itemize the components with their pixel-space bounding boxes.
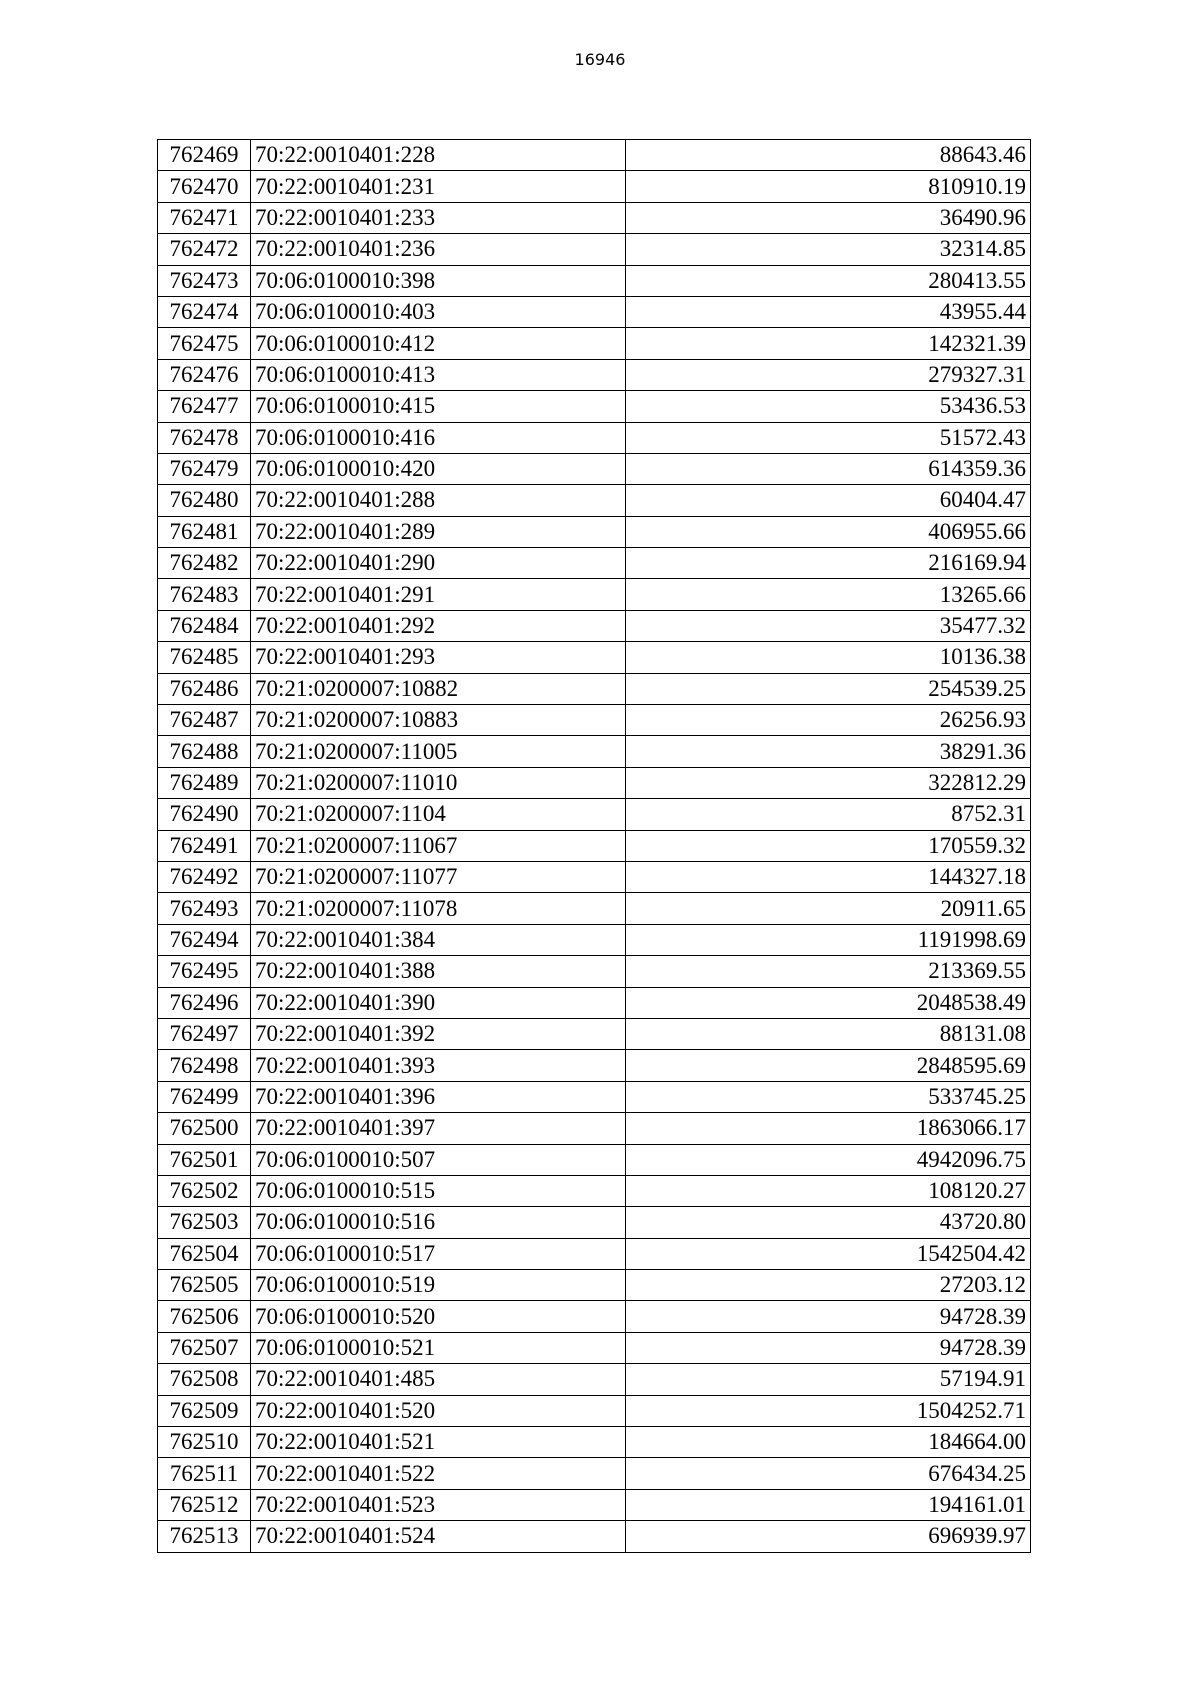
cadastral-number-cell: 70:22:0010401:288	[251, 485, 626, 516]
cadastral-number-cell: 70:06:0100010:420	[251, 453, 626, 484]
cadastral-number-cell: 70:22:0010401:388	[251, 956, 626, 987]
cadastral-number-cell: 70:22:0010401:293	[251, 642, 626, 673]
row-number-cell: 762488	[158, 736, 251, 767]
cadastral-number-cell: 70:22:0010401:290	[251, 548, 626, 579]
value-cell: 57194.91	[626, 1364, 1031, 1395]
cadastral-number-cell: 70:22:0010401:384	[251, 924, 626, 955]
cadastral-number-cell: 70:21:0200007:11067	[251, 830, 626, 861]
value-cell: 108120.27	[626, 1175, 1031, 1206]
cadastral-number-cell: 70:21:0200007:11077	[251, 861, 626, 892]
table-row	[158, 736, 1031, 767]
cadastral-number-cell: 70:22:0010401:289	[251, 516, 626, 547]
value-cell: 53436.53	[626, 391, 1031, 422]
table-row	[158, 1050, 1031, 1081]
cadastral-number-cell: 70:22:0010401:291	[251, 579, 626, 610]
table-row	[158, 296, 1031, 327]
row-number-cell: 762476	[158, 359, 251, 390]
cadastral-number-cell: 70:21:0200007:11010	[251, 767, 626, 798]
cadastral-number-cell: 70:06:0100010:519	[251, 1270, 626, 1301]
row-number-cell: 762484	[158, 610, 251, 641]
table-row	[158, 1521, 1031, 1552]
value-cell: 322812.29	[626, 767, 1031, 798]
table-row	[158, 391, 1031, 422]
value-cell: 43720.80	[626, 1207, 1031, 1238]
page-number: 16946	[574, 50, 626, 69]
value-cell: 94728.39	[626, 1301, 1031, 1332]
table-row	[158, 673, 1031, 704]
row-number-cell: 762490	[158, 799, 251, 830]
row-number-cell: 762483	[158, 579, 251, 610]
cadastral-number-cell: 70:22:0010401:485	[251, 1364, 626, 1395]
table-row	[158, 1175, 1031, 1206]
value-cell: 1542504.42	[626, 1238, 1031, 1269]
table-row	[158, 1489, 1031, 1520]
value-cell: 26256.93	[626, 705, 1031, 736]
table-row	[158, 956, 1031, 987]
cadastral-number-cell: 70:06:0100010:412	[251, 328, 626, 359]
cadastral-number-cell: 70:22:0010401:524	[251, 1521, 626, 1552]
row-number-cell: 762500	[158, 1113, 251, 1144]
row-number-cell: 762487	[158, 705, 251, 736]
cadastral-number-cell: 70:22:0010401:231	[251, 171, 626, 202]
value-cell: 216169.94	[626, 548, 1031, 579]
value-cell: 36490.96	[626, 202, 1031, 233]
value-cell: 13265.66	[626, 579, 1031, 610]
row-number-cell: 762482	[158, 548, 251, 579]
row-number-cell: 762505	[158, 1270, 251, 1301]
value-cell: 194161.01	[626, 1489, 1031, 1520]
table-row	[158, 202, 1031, 233]
value-cell: 810910.19	[626, 171, 1031, 202]
row-number-cell: 762480	[158, 485, 251, 516]
row-number-cell: 762470	[158, 171, 251, 202]
cadastral-number-cell: 70:06:0100010:507	[251, 1144, 626, 1175]
cadastral-number-cell: 70:22:0010401:397	[251, 1113, 626, 1144]
table-row	[158, 987, 1031, 1018]
table-row	[158, 767, 1031, 798]
value-cell: 88643.46	[626, 140, 1031, 171]
row-number-cell: 762494	[158, 924, 251, 955]
table-row	[158, 140, 1031, 171]
row-number-cell: 762469	[158, 140, 251, 171]
value-cell: 144327.18	[626, 861, 1031, 892]
table-row	[158, 422, 1031, 453]
row-number-cell: 762472	[158, 234, 251, 265]
row-number-cell: 762493	[158, 893, 251, 924]
value-cell: 142321.39	[626, 328, 1031, 359]
table-row	[158, 328, 1031, 359]
value-cell: 213369.55	[626, 956, 1031, 987]
table-row	[158, 830, 1031, 861]
table-row	[158, 642, 1031, 673]
value-cell: 38291.36	[626, 736, 1031, 767]
row-number-cell: 762507	[158, 1332, 251, 1363]
value-cell: 35477.32	[626, 610, 1031, 641]
row-number-cell: 762492	[158, 861, 251, 892]
row-number-cell: 762489	[158, 767, 251, 798]
table-row	[158, 610, 1031, 641]
value-cell: 43955.44	[626, 296, 1031, 327]
table-row	[158, 1238, 1031, 1269]
row-number-cell: 762512	[158, 1489, 251, 1520]
value-cell: 406955.66	[626, 516, 1031, 547]
row-number-cell: 762498	[158, 1050, 251, 1081]
value-cell: 1191998.69	[626, 924, 1031, 955]
row-number-cell: 762506	[158, 1301, 251, 1332]
value-cell: 27203.12	[626, 1270, 1031, 1301]
row-number-cell: 762511	[158, 1458, 251, 1489]
cadastral-number-cell: 70:22:0010401:396	[251, 1081, 626, 1112]
row-number-cell: 762497	[158, 1018, 251, 1049]
cadastral-number-cell: 70:22:0010401:523	[251, 1489, 626, 1520]
row-number-cell: 762477	[158, 391, 251, 422]
table-row	[158, 453, 1031, 484]
cadastral-number-cell: 70:22:0010401:292	[251, 610, 626, 641]
row-number-cell: 762499	[158, 1081, 251, 1112]
value-cell: 696939.97	[626, 1521, 1031, 1552]
cadastral-number-cell: 70:22:0010401:520	[251, 1395, 626, 1426]
value-cell: 32314.85	[626, 234, 1031, 265]
row-number-cell: 762474	[158, 296, 251, 327]
cadastral-number-cell: 70:06:0100010:520	[251, 1301, 626, 1332]
registry-table-body	[158, 140, 1031, 1553]
cadastral-number-cell: 70:06:0100010:515	[251, 1175, 626, 1206]
value-cell: 279327.31	[626, 359, 1031, 390]
cadastral-number-cell: 70:21:0200007:10883	[251, 705, 626, 736]
table-row	[158, 1364, 1031, 1395]
value-cell: 94728.39	[626, 1332, 1031, 1363]
row-number-cell: 762479	[158, 453, 251, 484]
row-number-cell: 762510	[158, 1427, 251, 1458]
value-cell: 533745.25	[626, 1081, 1031, 1112]
cadastral-number-cell: 70:06:0100010:521	[251, 1332, 626, 1363]
cadastral-number-cell: 70:22:0010401:522	[251, 1458, 626, 1489]
cadastral-number-cell: 70:21:0200007:11005	[251, 736, 626, 767]
row-number-cell: 762471	[158, 202, 251, 233]
cadastral-number-cell: 70:21:0200007:10882	[251, 673, 626, 704]
table-row	[158, 234, 1031, 265]
cadastral-number-cell: 70:22:0010401:521	[251, 1427, 626, 1458]
row-number-cell: 762509	[158, 1395, 251, 1426]
table-row	[158, 1144, 1031, 1175]
table-row	[158, 516, 1031, 547]
value-cell: 2848595.69	[626, 1050, 1031, 1081]
row-number-cell: 762496	[158, 987, 251, 1018]
value-cell: 10136.38	[626, 642, 1031, 673]
table-row	[158, 893, 1031, 924]
table-row	[158, 861, 1031, 892]
cadastral-number-cell: 70:06:0100010:403	[251, 296, 626, 327]
value-cell: 2048538.49	[626, 987, 1031, 1018]
row-number-cell: 762504	[158, 1238, 251, 1269]
table-row	[158, 1332, 1031, 1363]
table-row	[158, 359, 1031, 390]
value-cell: 1504252.71	[626, 1395, 1031, 1426]
cadastral-number-cell: 70:21:0200007:1104	[251, 799, 626, 830]
cadastral-number-cell: 70:22:0010401:228	[251, 140, 626, 171]
value-cell: 280413.55	[626, 265, 1031, 296]
row-number-cell: 762513	[158, 1521, 251, 1552]
value-cell: 4942096.75	[626, 1144, 1031, 1175]
value-cell: 1863066.17	[626, 1113, 1031, 1144]
table-row	[158, 1018, 1031, 1049]
table-row	[158, 579, 1031, 610]
row-number-cell: 762501	[158, 1144, 251, 1175]
table-row	[158, 1458, 1031, 1489]
table-row	[158, 171, 1031, 202]
row-number-cell: 762502	[158, 1175, 251, 1206]
value-cell: 676434.25	[626, 1458, 1031, 1489]
value-cell: 60404.47	[626, 485, 1031, 516]
row-number-cell: 762478	[158, 422, 251, 453]
value-cell: 88131.08	[626, 1018, 1031, 1049]
cadastral-number-cell: 70:06:0100010:516	[251, 1207, 626, 1238]
row-number-cell: 762481	[158, 516, 251, 547]
table-row	[158, 1395, 1031, 1426]
value-cell: 51572.43	[626, 422, 1031, 453]
registry-table	[157, 139, 1031, 1553]
table-row	[158, 1081, 1031, 1112]
cadastral-number-cell: 70:22:0010401:233	[251, 202, 626, 233]
row-number-cell: 762495	[158, 956, 251, 987]
cadastral-number-cell: 70:06:0100010:517	[251, 1238, 626, 1269]
table-row	[158, 265, 1031, 296]
table-row	[158, 1427, 1031, 1458]
table-row	[158, 485, 1031, 516]
value-cell: 254539.25	[626, 673, 1031, 704]
cadastral-number-cell: 70:22:0010401:236	[251, 234, 626, 265]
table-row	[158, 1113, 1031, 1144]
value-cell: 20911.65	[626, 893, 1031, 924]
table-row	[158, 799, 1031, 830]
cadastral-number-cell: 70:06:0100010:416	[251, 422, 626, 453]
table-row	[158, 705, 1031, 736]
row-number-cell: 762485	[158, 642, 251, 673]
cadastral-number-cell: 70:06:0100010:415	[251, 391, 626, 422]
table-row	[158, 548, 1031, 579]
cadastral-number-cell: 70:06:0100010:398	[251, 265, 626, 296]
row-number-cell: 762508	[158, 1364, 251, 1395]
table-row	[158, 924, 1031, 955]
table-row	[158, 1301, 1031, 1332]
value-cell: 614359.36	[626, 453, 1031, 484]
row-number-cell: 762503	[158, 1207, 251, 1238]
row-number-cell: 762491	[158, 830, 251, 861]
cadastral-number-cell: 70:06:0100010:413	[251, 359, 626, 390]
value-cell: 8752.31	[626, 799, 1031, 830]
table-row	[158, 1207, 1031, 1238]
row-number-cell: 762473	[158, 265, 251, 296]
value-cell: 184664.00	[626, 1427, 1031, 1458]
value-cell: 170559.32	[626, 830, 1031, 861]
table-row	[158, 1270, 1031, 1301]
row-number-cell: 762486	[158, 673, 251, 704]
row-number-cell: 762475	[158, 328, 251, 359]
cadastral-number-cell: 70:22:0010401:390	[251, 987, 626, 1018]
cadastral-number-cell: 70:22:0010401:392	[251, 1018, 626, 1049]
cadastral-number-cell: 70:21:0200007:11078	[251, 893, 626, 924]
cadastral-number-cell: 70:22:0010401:393	[251, 1050, 626, 1081]
